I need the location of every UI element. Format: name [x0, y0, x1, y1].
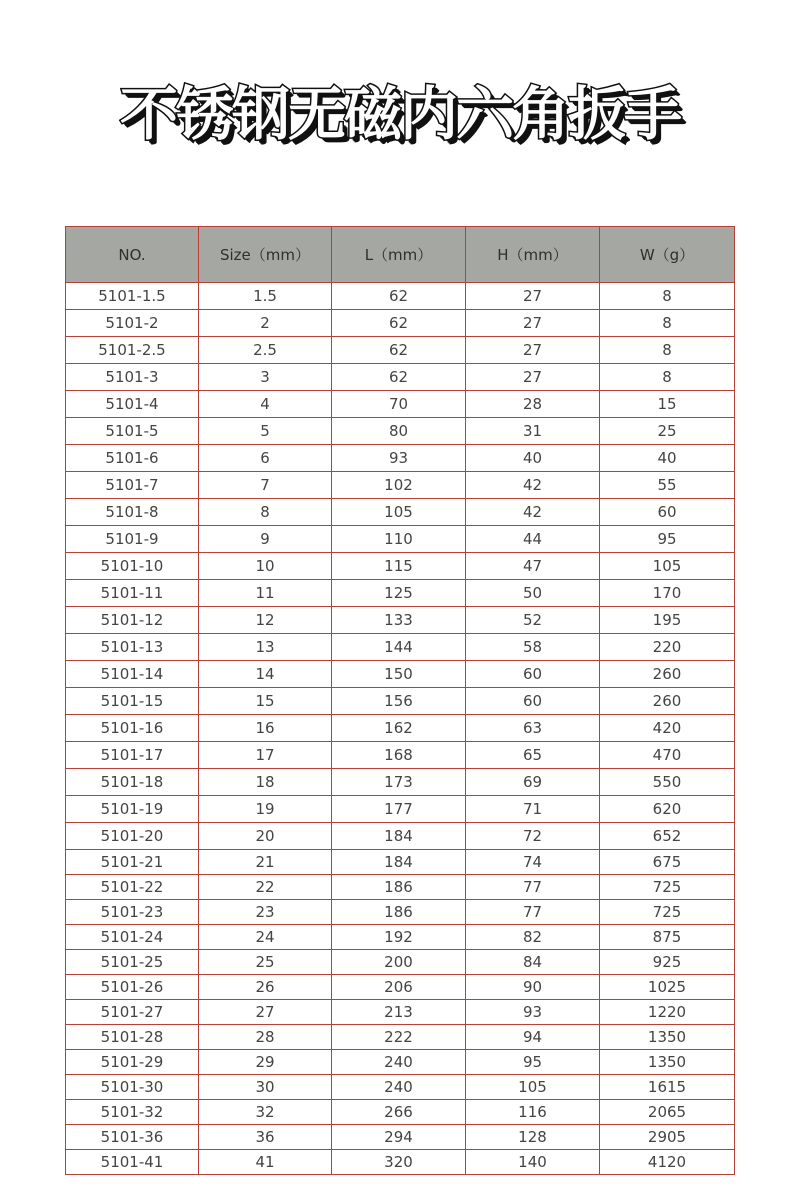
table-row — [66, 553, 735, 580]
cell-length: 206 — [332, 975, 466, 1000]
cell-no: 5101-2 — [66, 310, 199, 337]
cell-no: 5101-11 — [66, 580, 199, 607]
cell-height: 84 — [466, 950, 600, 975]
cell-weight: 1025 — [600, 975, 735, 1000]
cell-size: 20 — [199, 823, 332, 850]
table-row — [66, 418, 735, 445]
cell-size: 12 — [199, 607, 332, 634]
cell-size: 19 — [199, 796, 332, 823]
cell-height: 44 — [466, 526, 600, 553]
cell-no: 5101-29 — [66, 1050, 199, 1075]
cell-length: 320 — [332, 1150, 466, 1175]
cell-weight: 620 — [600, 796, 735, 823]
cell-height: 27 — [466, 283, 600, 310]
cell-length: 168 — [332, 742, 466, 769]
cell-height: 140 — [466, 1150, 600, 1175]
cell-size: 23 — [199, 900, 332, 925]
cell-no: 5101-26 — [66, 975, 199, 1000]
cell-no: 5101-3 — [66, 364, 199, 391]
table-row — [66, 499, 735, 526]
cell-no: 5101-28 — [66, 1025, 199, 1050]
cell-weight: 550 — [600, 769, 735, 796]
cell-weight: 220 — [600, 634, 735, 661]
cell-no: 5101-27 — [66, 1000, 199, 1025]
cell-size: 29 — [199, 1050, 332, 1075]
cell-size: 7 — [199, 472, 332, 499]
table-row — [66, 688, 735, 715]
cell-size: 26 — [199, 975, 332, 1000]
cell-height: 116 — [466, 1100, 600, 1125]
table-row — [66, 875, 735, 900]
cell-size: 22 — [199, 875, 332, 900]
cell-weight: 925 — [600, 950, 735, 975]
cell-length: 192 — [332, 925, 466, 950]
spec-table — [65, 226, 735, 1175]
cell-length: 102 — [332, 472, 466, 499]
cell-length: 80 — [332, 418, 466, 445]
table-row — [66, 1125, 735, 1150]
cell-weight: 875 — [600, 925, 735, 950]
cell-height: 50 — [466, 580, 600, 607]
cell-height: 90 — [466, 975, 600, 1000]
cell-size: 16 — [199, 715, 332, 742]
table-row — [66, 526, 735, 553]
cell-no: 5101-1.5 — [66, 283, 199, 310]
cell-weight: 40 — [600, 445, 735, 472]
cell-length: 213 — [332, 1000, 466, 1025]
cell-weight: 470 — [600, 742, 735, 769]
table-row — [66, 850, 735, 875]
cell-length: 162 — [332, 715, 466, 742]
cell-size: 4 — [199, 391, 332, 418]
cell-size: 27 — [199, 1000, 332, 1025]
cell-no: 5101-7 — [66, 472, 199, 499]
cell-height: 27 — [466, 337, 600, 364]
cell-length: 133 — [332, 607, 466, 634]
table-row — [66, 445, 735, 472]
cell-no: 5101-24 — [66, 925, 199, 950]
cell-height: 95 — [466, 1050, 600, 1075]
cell-height: 128 — [466, 1125, 600, 1150]
cell-no: 5101-36 — [66, 1125, 199, 1150]
cell-height: 42 — [466, 499, 600, 526]
cell-length: 144 — [332, 634, 466, 661]
table-row — [66, 742, 735, 769]
cell-weight: 1350 — [600, 1025, 735, 1050]
table-row — [66, 715, 735, 742]
cell-weight: 95 — [600, 526, 735, 553]
cell-size: 5 — [199, 418, 332, 445]
cell-weight: 60 — [600, 499, 735, 526]
cell-weight: 725 — [600, 900, 735, 925]
cell-height: 94 — [466, 1025, 600, 1050]
cell-size: 21 — [199, 850, 332, 875]
cell-size: 13 — [199, 634, 332, 661]
title-area — [0, 72, 800, 162]
cell-height: 69 — [466, 769, 600, 796]
cell-weight: 1220 — [600, 1000, 735, 1025]
cell-length: 70 — [332, 391, 466, 418]
cell-weight: 55 — [600, 472, 735, 499]
cell-height: 65 — [466, 742, 600, 769]
cell-length: 177 — [332, 796, 466, 823]
page-title: 不锈钢无磁内六角扳手 — [119, 80, 680, 148]
cell-height: 27 — [466, 310, 600, 337]
cell-length: 62 — [332, 310, 466, 337]
cell-length: 184 — [332, 850, 466, 875]
cell-length: 156 — [332, 688, 466, 715]
table-row — [66, 823, 735, 850]
cell-no: 5101-30 — [66, 1075, 199, 1100]
cell-length: 184 — [332, 823, 466, 850]
cell-size: 25 — [199, 950, 332, 975]
cell-height: 77 — [466, 875, 600, 900]
cell-height: 77 — [466, 900, 600, 925]
header-no: NO. — [66, 227, 199, 283]
cell-size: 30 — [199, 1075, 332, 1100]
cell-weight: 105 — [600, 553, 735, 580]
table-row — [66, 1000, 735, 1025]
cell-size: 14 — [199, 661, 332, 688]
cell-size: 41 — [199, 1150, 332, 1175]
cell-height: 71 — [466, 796, 600, 823]
spec-table-container — [65, 226, 735, 1175]
cell-weight: 675 — [600, 850, 735, 875]
table-row — [66, 580, 735, 607]
cell-no: 5101-19 — [66, 796, 199, 823]
cell-no: 5101-22 — [66, 875, 199, 900]
header-length: L（mm） — [332, 227, 466, 283]
cell-size: 15 — [199, 688, 332, 715]
table-row — [66, 1025, 735, 1050]
cell-length: 186 — [332, 875, 466, 900]
cell-weight: 652 — [600, 823, 735, 850]
cell-size: 36 — [199, 1125, 332, 1150]
cell-height: 82 — [466, 925, 600, 950]
cell-weight: 8 — [600, 337, 735, 364]
cell-length: 62 — [332, 364, 466, 391]
cell-length: 200 — [332, 950, 466, 975]
cell-height: 47 — [466, 553, 600, 580]
table-row — [66, 900, 735, 925]
cell-no: 5101-14 — [66, 661, 199, 688]
table-row — [66, 1150, 735, 1175]
table-row — [66, 337, 735, 364]
table-header-row — [66, 227, 735, 283]
cell-no: 5101-9 — [66, 526, 199, 553]
table-row — [66, 661, 735, 688]
cell-weight: 1350 — [600, 1050, 735, 1075]
table-row — [66, 950, 735, 975]
table-row — [66, 634, 735, 661]
cell-length: 105 — [332, 499, 466, 526]
cell-weight: 2905 — [600, 1125, 735, 1150]
cell-size: 11 — [199, 580, 332, 607]
cell-weight: 1615 — [600, 1075, 735, 1100]
cell-weight: 420 — [600, 715, 735, 742]
cell-size: 3 — [199, 364, 332, 391]
cell-height: 60 — [466, 661, 600, 688]
cell-length: 115 — [332, 553, 466, 580]
cell-length: 62 — [332, 283, 466, 310]
cell-weight: 195 — [600, 607, 735, 634]
cell-no: 5101-5 — [66, 418, 199, 445]
table-row — [66, 975, 735, 1000]
cell-height: 63 — [466, 715, 600, 742]
cell-height: 27 — [466, 364, 600, 391]
table-row — [66, 1075, 735, 1100]
cell-height: 31 — [466, 418, 600, 445]
cell-weight: 8 — [600, 283, 735, 310]
cell-size: 8 — [199, 499, 332, 526]
cell-size: 32 — [199, 1100, 332, 1125]
cell-no: 5101-41 — [66, 1150, 199, 1175]
cell-length: 294 — [332, 1125, 466, 1150]
cell-length: 240 — [332, 1050, 466, 1075]
header-size: Size（mm） — [199, 227, 332, 283]
cell-height: 42 — [466, 472, 600, 499]
cell-height: 72 — [466, 823, 600, 850]
cell-length: 125 — [332, 580, 466, 607]
cell-no: 5101-4 — [66, 391, 199, 418]
cell-length: 222 — [332, 1025, 466, 1050]
cell-weight: 725 — [600, 875, 735, 900]
cell-size: 1.5 — [199, 283, 332, 310]
cell-length: 266 — [332, 1100, 466, 1125]
cell-length: 110 — [332, 526, 466, 553]
cell-height: 74 — [466, 850, 600, 875]
cell-no: 5101-21 — [66, 850, 199, 875]
header-height: H（mm） — [466, 227, 600, 283]
cell-size: 2.5 — [199, 337, 332, 364]
cell-weight: 25 — [600, 418, 735, 445]
cell-no: 5101-12 — [66, 607, 199, 634]
cell-height: 105 — [466, 1075, 600, 1100]
cell-length: 62 — [332, 337, 466, 364]
cell-weight: 2065 — [600, 1100, 735, 1125]
cell-no: 5101-8 — [66, 499, 199, 526]
cell-weight: 8 — [600, 310, 735, 337]
cell-height: 40 — [466, 445, 600, 472]
table-row — [66, 310, 735, 337]
table-row — [66, 925, 735, 950]
cell-no: 5101-20 — [66, 823, 199, 850]
cell-weight: 170 — [600, 580, 735, 607]
table-row — [66, 364, 735, 391]
cell-no: 5101-2.5 — [66, 337, 199, 364]
table-row — [66, 607, 735, 634]
cell-no: 5101-17 — [66, 742, 199, 769]
cell-no: 5101-16 — [66, 715, 199, 742]
cell-no: 5101-23 — [66, 900, 199, 925]
cell-weight: 260 — [600, 688, 735, 715]
cell-weight: 4120 — [600, 1150, 735, 1175]
cell-size: 24 — [199, 925, 332, 950]
cell-size: 28 — [199, 1025, 332, 1050]
table-row — [66, 472, 735, 499]
cell-size: 10 — [199, 553, 332, 580]
cell-height: 60 — [466, 688, 600, 715]
cell-size: 17 — [199, 742, 332, 769]
cell-no: 5101-18 — [66, 769, 199, 796]
table-row — [66, 283, 735, 310]
table-row — [66, 1050, 735, 1075]
cell-no: 5101-32 — [66, 1100, 199, 1125]
cell-height: 58 — [466, 634, 600, 661]
cell-weight: 8 — [600, 364, 735, 391]
cell-no: 5101-10 — [66, 553, 199, 580]
cell-length: 186 — [332, 900, 466, 925]
table-row — [66, 1100, 735, 1125]
cell-length: 173 — [332, 769, 466, 796]
cell-weight: 15 — [600, 391, 735, 418]
table-row — [66, 796, 735, 823]
cell-size: 6 — [199, 445, 332, 472]
table-row — [66, 769, 735, 796]
header-weight: W（g） — [600, 227, 735, 283]
table-body — [66, 283, 735, 1175]
cell-size: 9 — [199, 526, 332, 553]
cell-no: 5101-13 — [66, 634, 199, 661]
cell-height: 52 — [466, 607, 600, 634]
cell-height: 93 — [466, 1000, 600, 1025]
cell-no: 5101-6 — [66, 445, 199, 472]
cell-height: 28 — [466, 391, 600, 418]
cell-weight: 260 — [600, 661, 735, 688]
cell-length: 240 — [332, 1075, 466, 1100]
cell-size: 18 — [199, 769, 332, 796]
cell-no: 5101-25 — [66, 950, 199, 975]
cell-length: 150 — [332, 661, 466, 688]
table-row — [66, 391, 735, 418]
cell-size: 2 — [199, 310, 332, 337]
cell-length: 93 — [332, 445, 466, 472]
cell-no: 5101-15 — [66, 688, 199, 715]
